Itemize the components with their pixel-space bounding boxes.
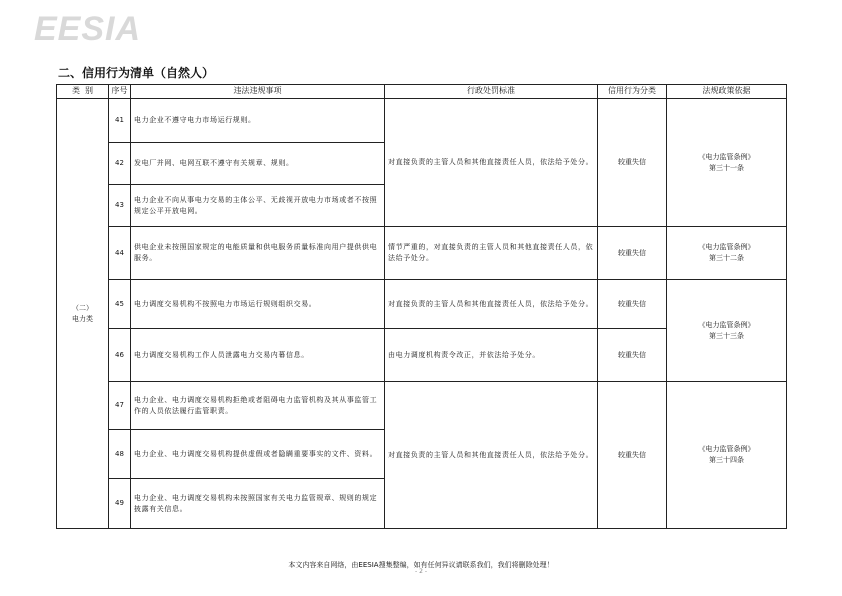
row-number: 41 (109, 99, 131, 143)
header-violation: 违法违规事项 (131, 85, 385, 99)
violation-cell: 电力企业、电力调度交易机构提供虚假或者隐瞒重要事实的文件、资料。 (131, 430, 385, 479)
row-number: 42 (109, 143, 131, 185)
credit-class-cell: 较重失信 (598, 99, 667, 227)
row-number: 43 (109, 185, 131, 227)
penalty-cell: 对直接负责的主管人员和其他直接责任人员，依法给予处分。 (385, 280, 598, 329)
table-row (57, 99, 787, 143)
violation-cell: 电力企业、电力调度交易机构拒绝或者阻碍电力监管机构及其从事监管工作的人员依法履行监管职责。 (131, 382, 385, 430)
table-row (57, 382, 787, 430)
violation-cell: 供电企业未按照国家规定的电能质量和供电服务质量标准向用户提供供电服务。 (131, 227, 385, 280)
violation-cell: 电力调度交易机构工作人员泄露电力交易内幕信息。 (131, 329, 385, 382)
row-number: 45 (109, 280, 131, 329)
header-penalty: 行政处罚标准 (385, 85, 598, 99)
header-index: 序号 (109, 85, 131, 99)
header-legal-basis: 法规政策依据 (667, 85, 787, 99)
penalty-cell: 由电力调度机构责令改正，并依法给予处分。 (385, 329, 598, 382)
table-row (57, 227, 787, 280)
legal-basis-cell: 《电力监管条例》 第三十四条 (667, 382, 787, 529)
credit-class-cell: 较重失信 (598, 227, 667, 280)
credit-behavior-table (56, 84, 787, 529)
credit-class-cell: 较重失信 (598, 382, 667, 529)
header-category: 类 别 (57, 85, 109, 99)
violation-cell: 发电厂并网、电网互联不遵守有关规章、规则。 (131, 143, 385, 185)
eesia-logo: EESIA (34, 10, 142, 48)
violation-cell: 电力企业、电力调度交易机构未按照国家有关电力监管规章、规则的规定披露有关信息。 (131, 479, 385, 529)
header-credit-class: 信用行为分类 (598, 85, 667, 99)
violation-cell: 电力调度交易机构不按照电力市场运行规则组织交易。 (131, 280, 385, 329)
penalty-cell: 情节严重的，对直接负责的主管人员和其他直接责任人员，依法给予处分。 (385, 227, 598, 280)
page-number: - 2 - (415, 568, 427, 575)
credit-class-cell: 较重失信 (598, 280, 667, 329)
category-cell: （二） 电力类 (57, 99, 109, 529)
section-title: 二、信用行为清单（自然人） (58, 66, 215, 80)
legal-basis-cell: 《电力监管条例》 第三十三条 (667, 280, 787, 382)
row-number: 44 (109, 227, 131, 280)
row-number: 48 (109, 430, 131, 479)
credit-class-cell: 较重失信 (598, 329, 667, 382)
table-header-row (57, 85, 787, 99)
legal-basis-cell: 《电力监管条例》 第三十一条 (667, 99, 787, 227)
penalty-cell: 对直接负责的主管人员和其他直接责任人员，依法给予处分。 (385, 99, 598, 227)
footer-notice: 本文内容来自网络，由EESIA搜集整编，如有任何异议请联系我们，我们将删除处理！ (288, 561, 554, 569)
penalty-cell: 对直接负责的主管人员和其他直接责任人员，依法给予处分。 (385, 382, 598, 529)
row-number: 47 (109, 382, 131, 430)
legal-basis-cell: 《电力监管条例》 第三十二条 (667, 227, 787, 280)
table-row (57, 280, 787, 329)
row-number: 46 (109, 329, 131, 382)
violation-cell: 电力企业不向从事电力交易的主体公平、无歧视开放电力市场或者不按照规定公平开放电网。 (131, 185, 385, 227)
row-number: 49 (109, 479, 131, 529)
violation-cell: 电力企业不遵守电力市场运行规则。 (131, 99, 385, 143)
